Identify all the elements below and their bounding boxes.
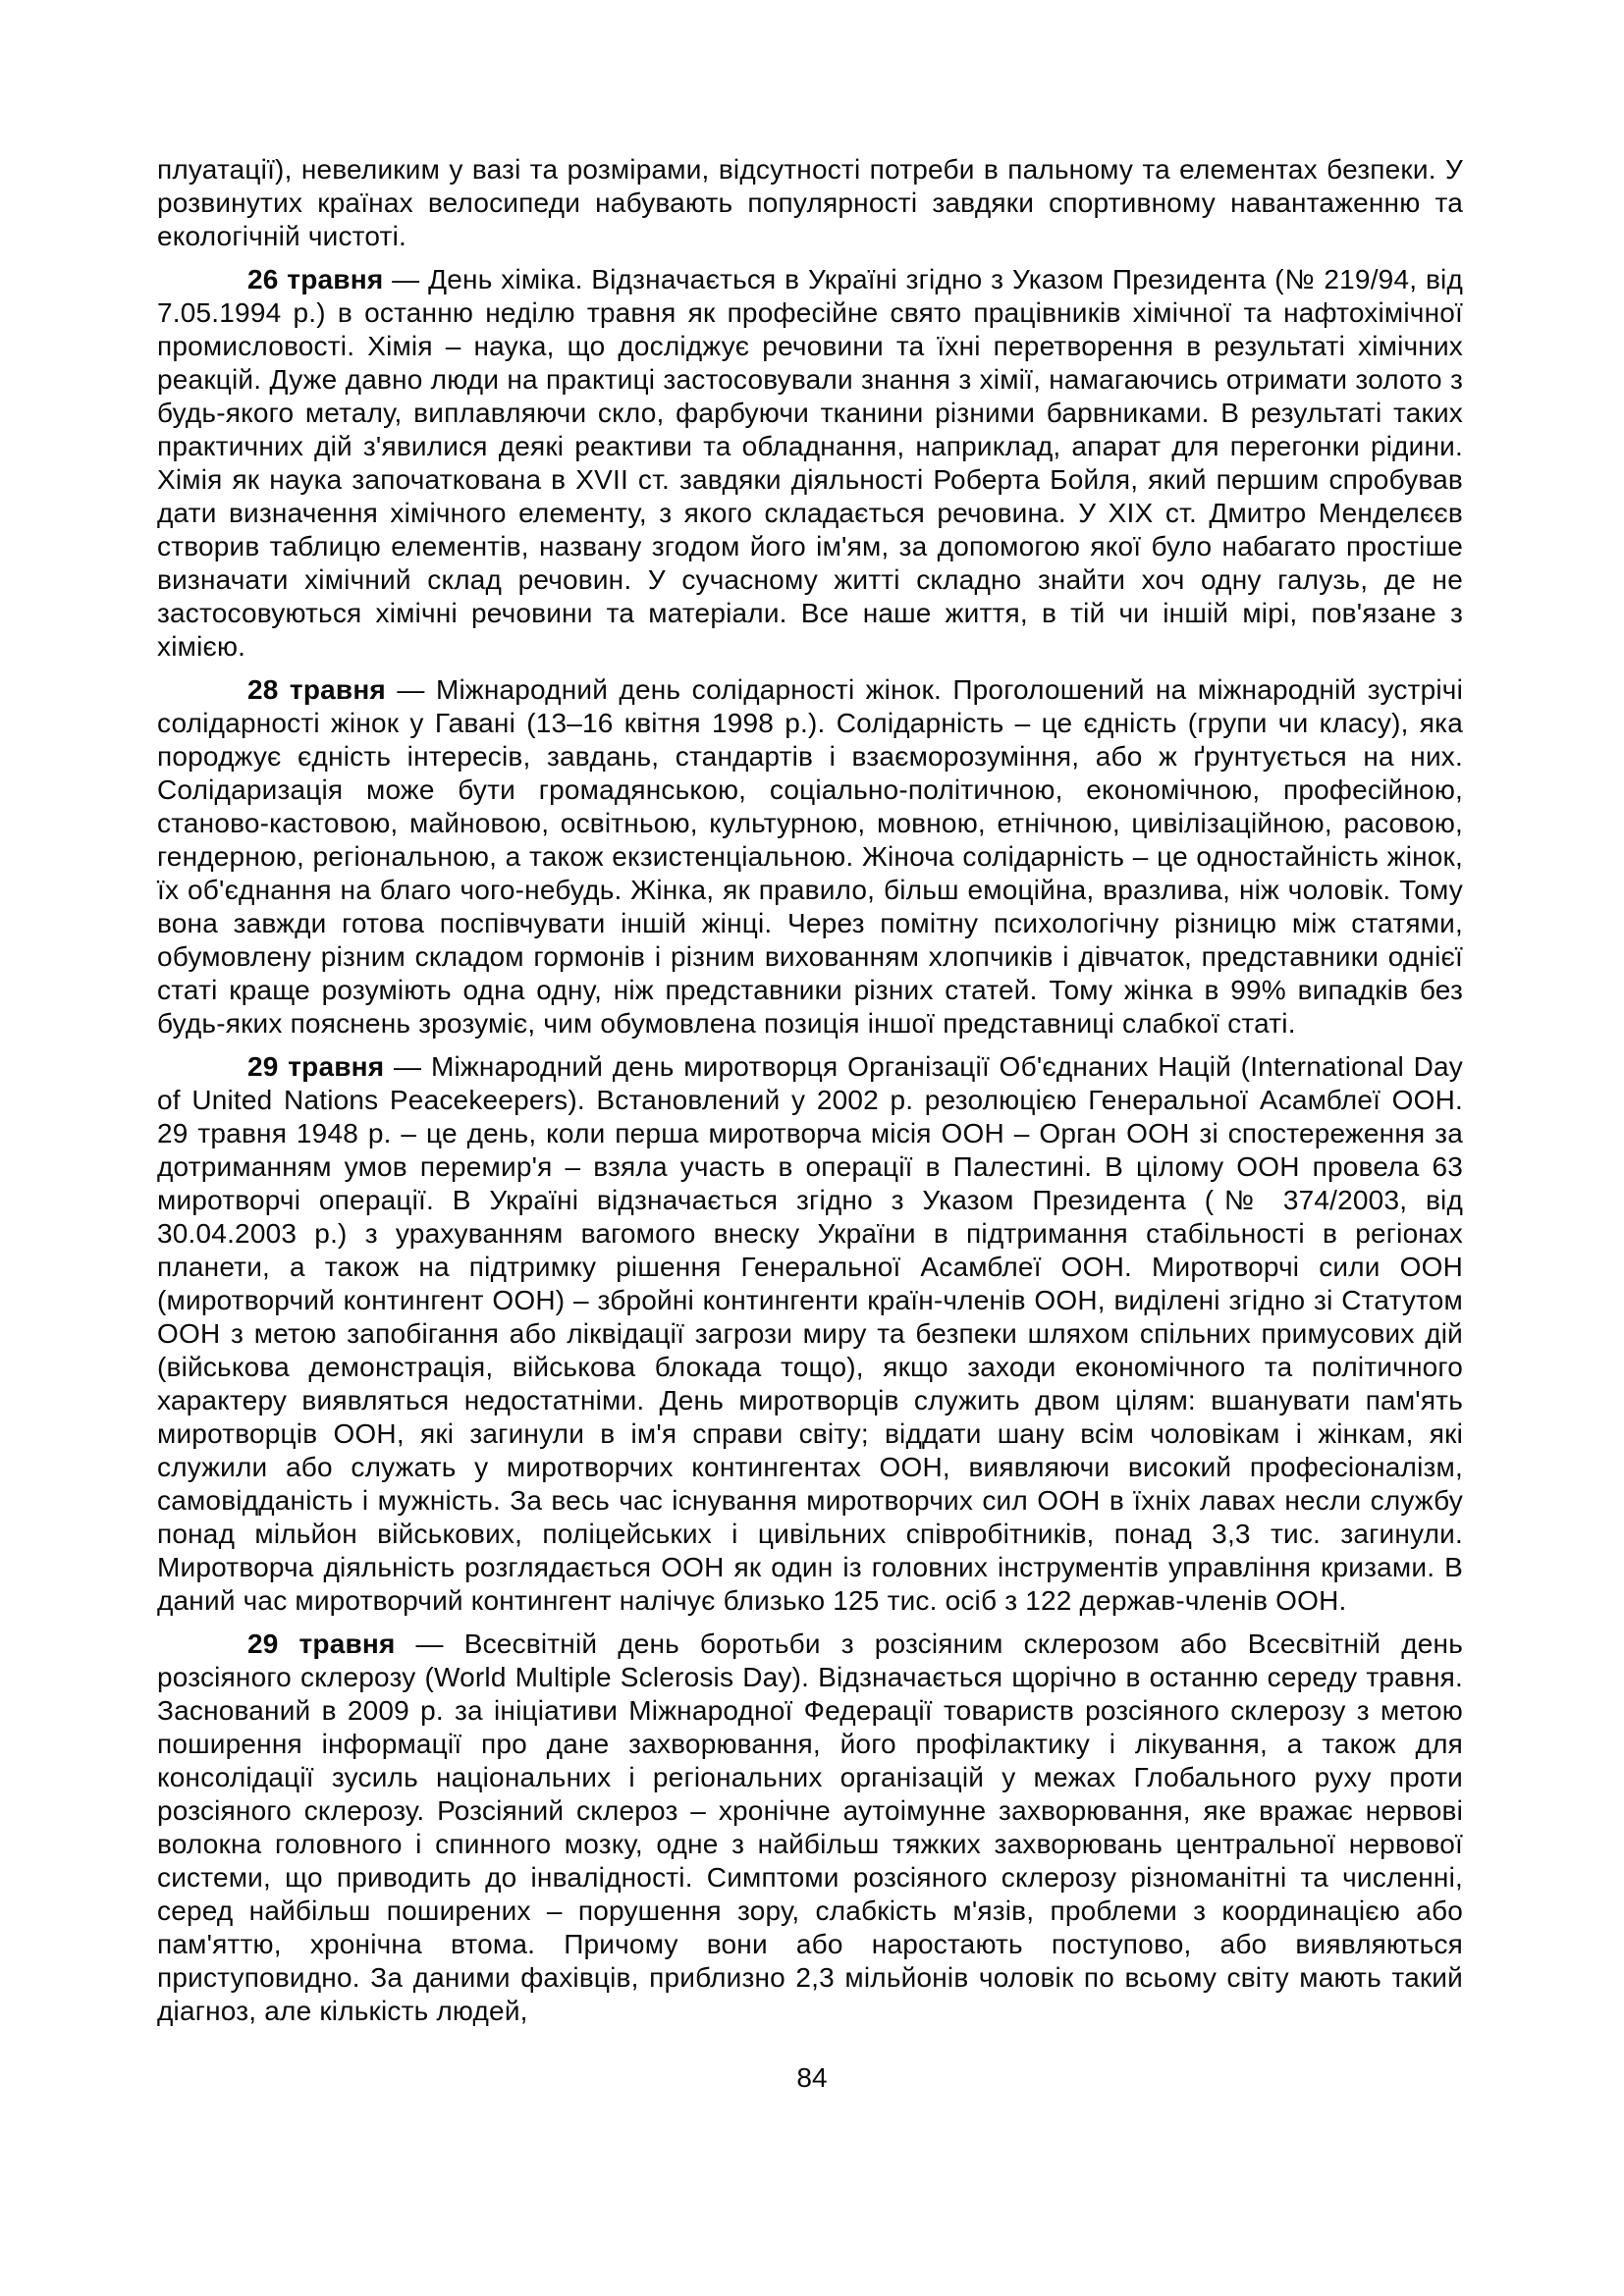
paragraph-text: плуатації), невеликим у вазі та розмірами, відсутності потреби в пальному та елементах безпеки. У розвинутих країнах велосипеди набувають популярності завдяки спортивному навантаженню та екологічній чистоті. [157, 154, 1463, 251]
date-separator: — [395, 1629, 464, 1659]
paragraph-date: 29 травня [247, 1051, 385, 1082]
date-separator: — [383, 264, 429, 294]
document-page [157, 153, 1463, 2038]
page-number: 84 [796, 2062, 828, 2093]
paragraph-28-may [157, 673, 1463, 1041]
paragraph-date: 29 травня [247, 1629, 396, 1659]
date-separator: — [384, 1051, 431, 1082]
paragraph-29-may-peacekeepers [157, 1050, 1463, 1618]
paragraph-date: 26 травня [247, 264, 384, 294]
date-separator: — [385, 674, 436, 705]
paragraph-continuation [157, 153, 1463, 253]
paragraph-text: Всесвітній день боротьби з розсіяним склерозом або Всесвітній день розсіяного склерозу (World Multiple Sclerosis Day). Відзначається щорічно в останню середу травня. Заснований в 2009 р. за ініціативи Міжнародної Федерації товариств розсіяного склерозу з метою поширення інформації про дане захворювання, його профілактику і лікування, а також для консолідації зусиль національних і регіональних організацій у межах Глобального руху проти розсіяного склерозу. Розсіяний склероз – хронічне аутоімунне захворювання, яке вражає нервові волокна головного і спинного мозку, одне з найбільш тяжких захворювань центральної нервової системи, що приводить до інвалідності. Симптоми розсіяного склерозу різноманітні та численні, серед найбільш поширених – порушення зору, слабкість м'язів, проблеми з координацією або пам'яттю, хронічна втома. Причому вони або наростають поступово, або виявляються приступовидно. За даними фахівців, приблизно 2,3 мільйонів чоловік по всьому світу мають такий діагноз, але кількість людей, [157, 1629, 1463, 2026]
paragraph-text: День хіміка. Відзначається в Україні згідно з Указом Президента (№ 219/94, від 7.05.1994 р.) в останню неділю травня як професійне свято працівників хімічної та нафтохімічної промисловості. Хімія – наука, що досліджує речовини та їхні перетворення в результаті хімічних реакцій. Дуже давно люди на практиці застосовували знання з хімії, намагаючись отримати золото з будь-якого металу, виплавляючи скло, фарбуючи тканини різними барвниками. В результаті таких практичних дій з'явилися деякі реактиви та обладнання, наприклад, апарат для перегонки рідини. Хімія як наука започаткована в XVII ст. завдяки діяльності Роберта Бойля, який першим спробував дати визначення хімічного елементу, з якого складається речовина. У XIX ст. Дмитро Менделєєв створив таблицю елементів, названу згодом його ім'ям, за допомогою якої було набагато простіше визначати хімічний склад речовин. У сучасному житті складно знайти хоч одну галузь, де не застосовуються хімічні речовини та матеріали. Все наше життя, в тій чи іншій мірі, пов'язане з хімією. [157, 264, 1463, 662]
paragraph-29-may-sclerosis [157, 1628, 1463, 2028]
paragraph-text: Міжнародний день солідарності жінок. Проголошений на міжнародній зустрічі солідарності жінок у Гавані (13–16 квітня 1998 р.). Солідарність – це єдність (групи чи класу), яка породжує єдність інтересів, завдань, стандартів і взаєморозуміння, або ж ґрунтується на них. Солідаризація може бути громадянською, соціально-політичною, економічною, професійною, станово-кастовою, майновою, освітньою, культурною, мовною, етнічною, цивілізаційною, расовою, гендерною, регіональною, а також екзистенціальною. Жіноча солідарність – це одностайність жінок, їх об'єднання на благо чого-небудь. Жінка, як правило, більш емоційна, вразлива, ніж чоловік. Тому вона завжди готова поспівчувати іншій жінці. Через помітну психологічну різницю між статями, обумовлену різним складом гормонів і різним вихованням хлопчиків і дівчаток, представники однієї статі краще розуміють одна одну, ніж представники різних статей. Тому жінка в 99% випадків без будь-яких пояснень зрозуміє, чим обумовлена позиція іншої представниці слабкої статі. [157, 674, 1463, 1039]
paragraph-text: Міжнародний день миротворця Організації Об'єднаних Націй (International Day of United Nations Peacekeepers). Встановлений у 2002 р. резолюцією Генеральної Асамблеї ООН. 29 травня 1948 р. – це день, коли перша миротворча місія ООН – Орган ООН зі спостереження за дотриманням умов перемир'я – взяла участь в операції в Палестині. В цілому ООН провела 63 миротворчі операції. В Україні відзначається згідно з Указом Президента (№ 374/2003, від 30.04.2003 р.) з урахуванням вагомого внеску України в підтримання стабільності в регіонах планети, а також на підтримку рішення Генеральної Асамблеї ООН. Миротворчі сили ООН (миротворчий контингент ООН) – збройні контингенти країн-членів ООН, виділені згідно зі Статутом ООН з метою запобігання або ліквідації загрози миру та безпеки шляхом спільних примусових дій (військова демонстрація, військова блокада тощо), якщо заходи економічного та політичного характеру виявляться недостатніми. День миротворців служить двом цілям: вшанувати пам'ять миротворців ООН, які загинули в ім'я справи світу; віддати шану всім чоловікам і жінкам, які служили або служать у миротворчих контингентах ООН, виявляючи високий професіоналізм, самовідданість і мужність. За весь час існування миротворчих сил ООН в їхніх лавах несли службу понад мільйон військових, поліцейських і цивільних співробітників, понад 3,3 тис. загинули. Миротворча діяльність розглядається ООН як один із головних інструментів управління кризами. В даний час миротворчий контингент налічує близько 125 тис. осіб з 122 держав-членів ООН. [157, 1051, 1464, 1616]
paragraph-date: 28 травня [247, 674, 386, 705]
paragraph-26-may [157, 263, 1463, 664]
